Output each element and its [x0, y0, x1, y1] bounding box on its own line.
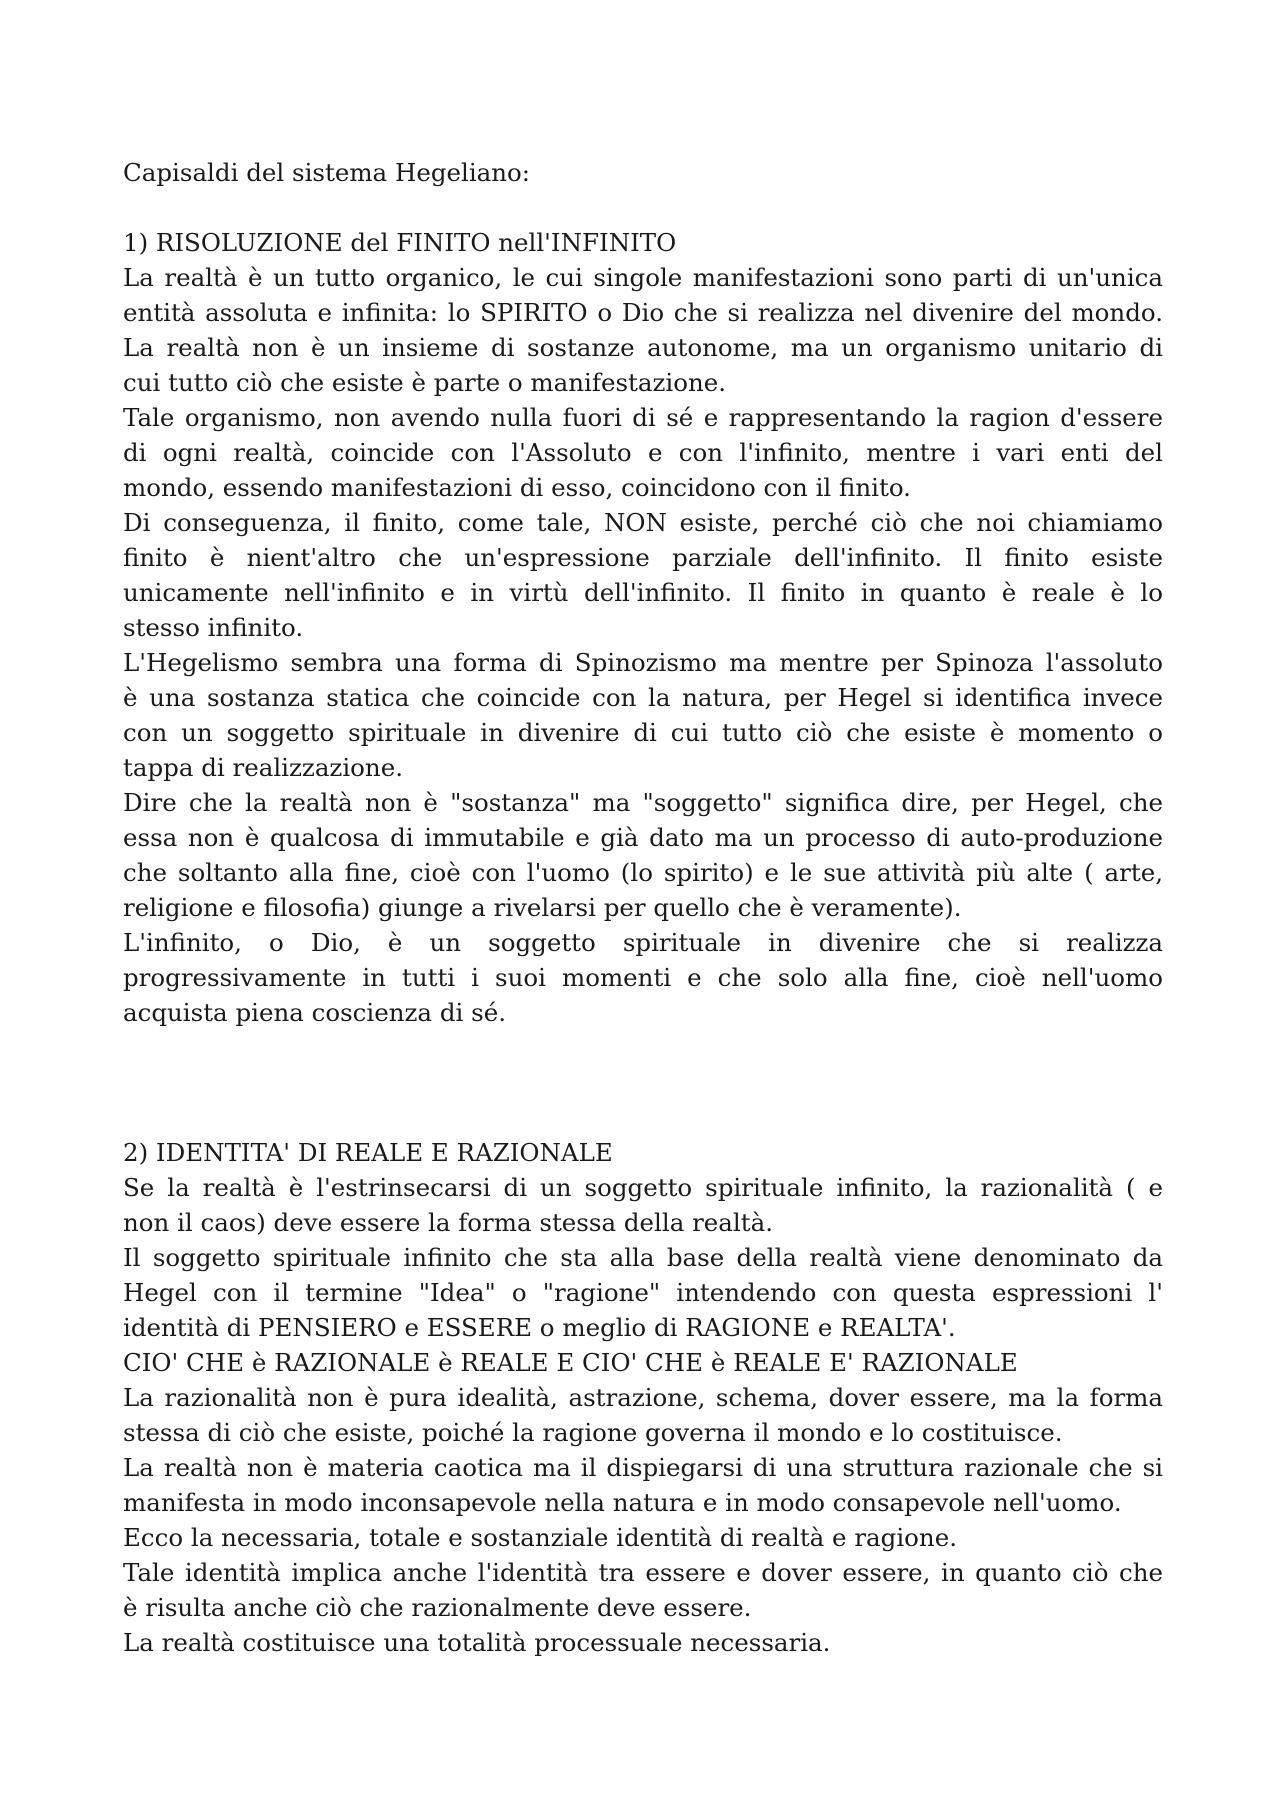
paragraph-line: stesso infinito. — [123, 613, 304, 642]
paragraph-line: CIO' CHE è RAZIONALE è REALE E CIO' CHE è REALE E' RAZIONALE — [123, 1348, 1018, 1377]
paragraph-line: di ogni realtà, coincide con l'Assoluto e con l'infinito, mentre i vari enti del — [123, 438, 1163, 467]
section-heading: 1) RISOLUZIONE del FINITO nell'INFINITO — [123, 228, 677, 257]
paragraph-line: Ecco la necessaria, totale e sostanziale identità di realtà e ragione. — [123, 1523, 957, 1552]
section-heading: 2) IDENTITA' DI REALE E RAZIONALE — [123, 1138, 613, 1167]
paragraph-line: essa non è qualcosa di immutabile e già dato ma un processo di auto-produzione — [123, 823, 1163, 852]
paragraph-line: L'Hegelismo sembra una forma di Spinozismo ma mentre per Spinoza l'assoluto — [123, 648, 1163, 677]
paragraph-line: unicamente nell'infinito e in virtù dell'infinito. Il finito in quanto è reale è lo — [123, 578, 1163, 607]
paragraph-line: La realtà è un tutto organico, le cui singole manifestazioni sono parti di un'unica — [123, 263, 1163, 292]
document-title: Capisaldi del sistema Hegeliano: — [123, 158, 531, 187]
paragraph-line: stessa di ciò che esiste, poiché la ragione governa il mondo e lo costituisce. — [123, 1418, 1063, 1447]
paragraph-line: acquista piena coscienza di sé. — [123, 998, 506, 1027]
paragraph-line: La realtà non è materia caotica ma il dispiegarsi di una struttura razionale che si — [123, 1453, 1163, 1482]
paragraph-line: mondo, essendo manifestazioni di esso, coincidono con il finito. — [123, 473, 911, 502]
paragraph-line: Se la realtà è l'estrinsecarsi di un soggetto spirituale infinito, la razionalità ( e — [123, 1173, 1163, 1202]
paragraph-line: identità di PENSIERO e ESSERE o meglio di RAGIONE e REALTA'. — [123, 1313, 956, 1342]
paragraph-line: Il soggetto spirituale infinito che sta alla base della realtà viene denominato da — [123, 1243, 1163, 1272]
paragraph-line: Tale organismo, non avendo nulla fuori di sé e rappresentando la ragion d'essere — [123, 403, 1163, 432]
spacer — [123, 190, 1163, 225]
paragraph-line: progressivamente in tutti i suoi momenti e che solo alla fine, cioè nell'uomo — [123, 963, 1163, 992]
paragraph-line: Hegel con il termine "Idea" o "ragione" intendendo con questa espressioni l' — [123, 1278, 1163, 1307]
paragraph-line: è risulta anche ciò che razionalmente deve essere. — [123, 1593, 752, 1622]
paragraph-line: L'infinito, o Dio, è un soggetto spirituale in divenire che si realizza — [123, 928, 1163, 957]
paragraph-line: tappa di realizzazione. — [123, 753, 403, 782]
paragraph-line: Tale identità implica anche l'identità tra essere e dover essere, in quanto ciò che — [123, 1558, 1163, 1587]
paragraph-line: La realtà non è un insieme di sostanze autonome, ma un organismo unitario di — [123, 333, 1163, 362]
spacer — [123, 1030, 1163, 1135]
paragraph-line: La razionalità non è pura idealità, astrazione, schema, dover essere, ma la forma — [123, 1383, 1163, 1412]
document-body — [123, 155, 1163, 1660]
paragraph-line: non il caos) deve essere la forma stessa della realtà. — [123, 1208, 773, 1237]
paragraph-line: Di conseguenza, il finito, come tale, NON esiste, perché ciò che noi chiamiamo — [123, 508, 1163, 537]
paragraph-line: che soltanto alla fine, cioè con l'uomo (lo spirito) e le sue attività più alte ( arte, — [123, 858, 1163, 887]
paragraph-line: cui tutto ciò che esiste è parte o manifestazione. — [123, 368, 727, 397]
paragraph-line: Dire che la realtà non è "sostanza" ma "soggetto" significa dire, per Hegel, che — [123, 788, 1163, 817]
paragraph-line: La realtà costituisce una totalità processuale necessaria. — [123, 1628, 831, 1657]
paragraph-line: manifesta in modo inconsapevole nella natura e in modo consapevole nell'uomo. — [123, 1488, 1122, 1517]
paragraph-line: entità assoluta e infinita: lo SPIRITO o Dio che si realizza nel divenire del mondo. — [123, 298, 1163, 327]
paragraph-line: religione e filosofia) giunge a rivelarsi per quello che è veramente). — [123, 893, 962, 922]
paragraph-line: è una sostanza statica che coincide con la natura, per Hegel si identifica invece — [123, 683, 1163, 712]
paragraph-line: finito è nient'altro che un'espressione parziale dell'infinito. Il finito esiste — [123, 543, 1163, 572]
paragraph-line: con un soggetto spirituale in divenire di cui tutto ciò che esiste è momento o — [123, 718, 1163, 747]
